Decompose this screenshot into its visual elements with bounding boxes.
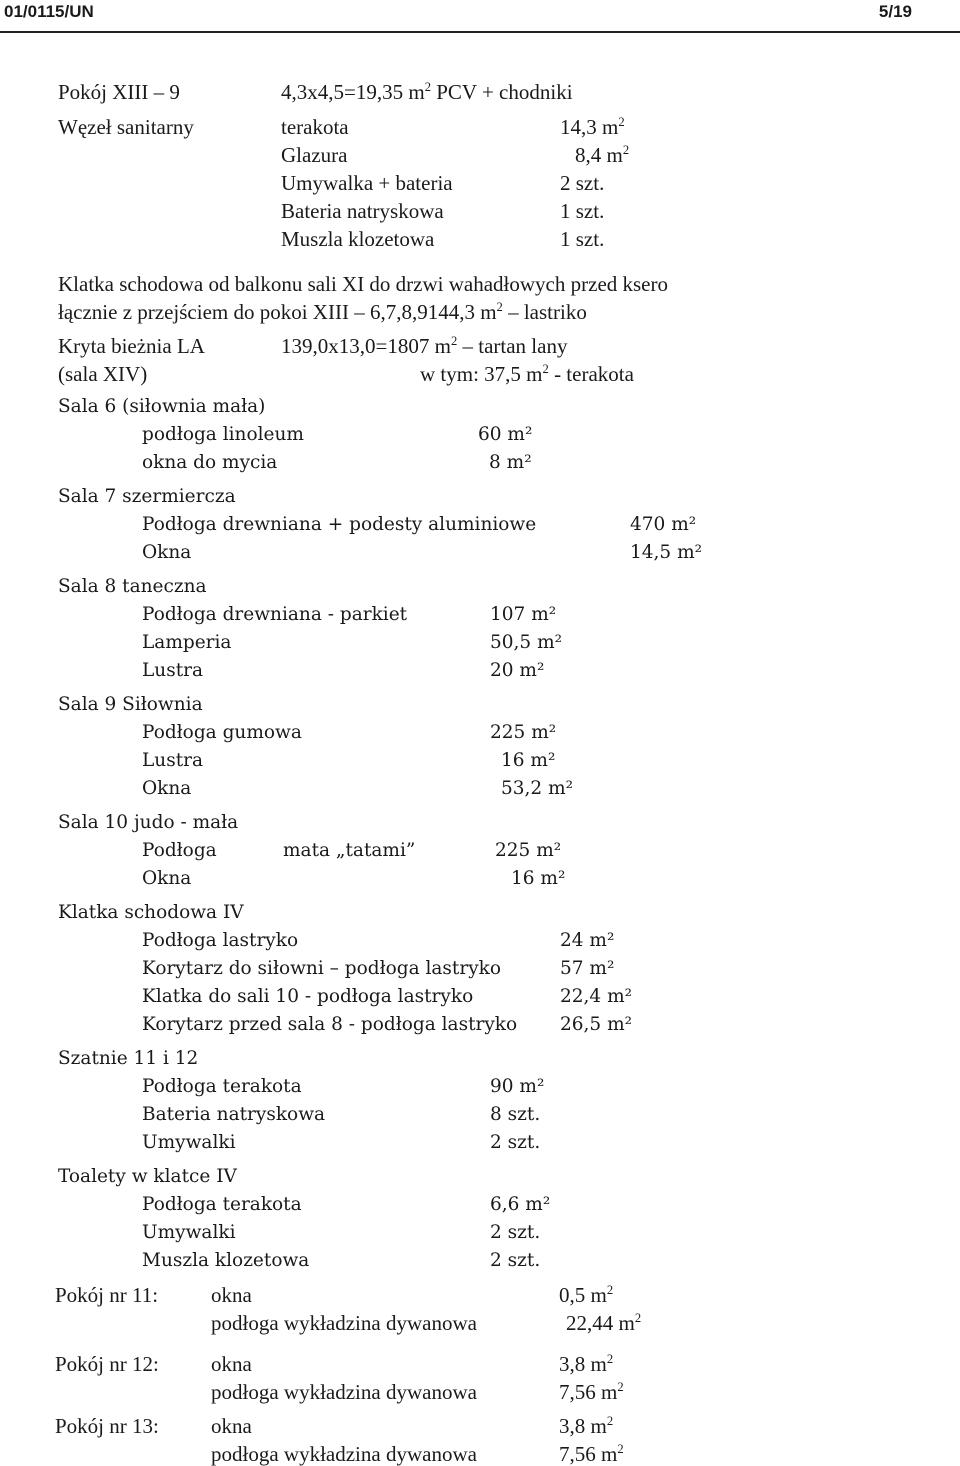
item-value: 3,8 $m^2$ xyxy=(559,1351,614,1376)
section-title-pokoj-11: Pokój nr 11: xyxy=(55,1283,159,1307)
item-value: 57 m² xyxy=(560,958,615,979)
item-label: Umywalka + bateria xyxy=(281,171,453,195)
item-value: 24 m² xyxy=(560,930,615,951)
item-label: podłoga wykładzina dywanowa xyxy=(211,1442,477,1466)
item-label: podłoga linoleum xyxy=(142,424,304,445)
pokoj-xiii-desc: 4,3x4,5=19,35 $m^2$ PCV + chodniki xyxy=(281,79,573,104)
item-value: 22,44 $m^2$ xyxy=(566,1310,642,1335)
item-value: 107 m² xyxy=(490,604,557,625)
item-label: Podłoga drewniana + podesty aluminiowe xyxy=(142,514,537,535)
section-title-kryta-biezna: Kryta bieżnia LA xyxy=(58,334,205,358)
section-title-szatnie: Szatnie 11 i 12 xyxy=(58,1048,199,1069)
item-label: Bateria natryskowa xyxy=(142,1104,326,1125)
item-label: okna xyxy=(211,1352,252,1376)
item-label: Korytarz do siłowni – podłoga lastryko xyxy=(142,958,502,979)
item-label: Podłoga gumowa xyxy=(142,722,302,743)
item-label: Lustra xyxy=(142,660,204,681)
klatka-balkon-line2: łącznie z przejściem do pokoi XIII – 6,7,8,9144,3 $m^2$ – lastriko xyxy=(58,299,587,324)
item-label: okna do mycia xyxy=(142,452,278,473)
item-label: Okna xyxy=(142,778,192,799)
item-value: 16 m² xyxy=(511,868,566,889)
item-value: 2 szt. xyxy=(490,1132,541,1153)
item-value: 7,56 $m^2$ xyxy=(559,1379,624,1404)
section-title-sala-9: Sala 9 Siłownia xyxy=(58,694,203,715)
item-value: 53,2 m² xyxy=(501,778,574,799)
item-value: 20 m² xyxy=(490,660,545,681)
item-value: 2 szt. xyxy=(490,1222,541,1243)
item-label: Bateria natryskowa xyxy=(281,199,444,223)
item-value: 14,3 $m^2$ xyxy=(560,114,625,139)
item-label: Podłoga terakota xyxy=(142,1194,302,1215)
item-value: 470 m² xyxy=(630,514,697,535)
item-value: 26,5 m² xyxy=(560,1014,633,1035)
item-label: terakota xyxy=(281,115,349,139)
page-number: 5/19 xyxy=(878,2,912,21)
item-value: 90 m² xyxy=(490,1076,545,1097)
section-title-pokoj-xiii: Pokój XIII – 9 xyxy=(58,80,180,104)
item-value: 22,4 m² xyxy=(560,986,633,1007)
item-label: okna xyxy=(211,1283,252,1307)
item-label: podłoga wykładzina dywanowa xyxy=(211,1380,477,1404)
section-subtitle-sala-xiv: (sala XIV) xyxy=(58,362,148,386)
item-value: 50,5 m² xyxy=(490,632,563,653)
item-value: 0,5 $m^2$ xyxy=(559,1282,614,1307)
item-value: 2 szt. xyxy=(490,1250,541,1271)
section-title-sala-10: Sala 10 judo - mała xyxy=(58,812,239,833)
item-label: Lamperia xyxy=(142,632,232,653)
section-title-klatka-iv: Klatka schodowa IV xyxy=(58,902,244,923)
item-label: Okna xyxy=(142,542,192,563)
section-title-pokoj-13: Pokój nr 13: xyxy=(55,1414,159,1438)
item-label: Podłoga drewniana - parkiet xyxy=(142,604,408,625)
item-label: podłoga wykładzina dywanowa xyxy=(211,1311,477,1335)
item-value: 225 m² xyxy=(495,840,562,861)
item-value: 16 m² xyxy=(501,750,556,771)
kryta-biezna-value: 139,0x13,0=1807 $m^2$ – tartan lany xyxy=(281,333,568,358)
item-value: 8,4 $m^2$ xyxy=(575,142,630,167)
section-title-sala-6: Sala 6 (siłownia mała) xyxy=(58,396,266,417)
section-title-wezel: Węzeł sanitarny xyxy=(58,115,194,139)
item-value: 8 m² xyxy=(489,452,532,473)
section-title-toalety: Toalety w klatce IV xyxy=(58,1166,237,1187)
klatka-balkon-line1: Klatka schodowa od balkonu sali XI do drzwi wahadłowych przed ksero xyxy=(58,272,668,296)
item-label: Lustra xyxy=(142,750,204,771)
section-title-sala-7: Sala 7 szermiercza xyxy=(58,486,236,507)
section-title-sala-8: Sala 8 taneczna xyxy=(58,576,207,597)
item-label: Podłoga terakota xyxy=(142,1076,302,1097)
item-value: 7,56 $m^2$ xyxy=(559,1441,624,1466)
item-label: Muszla klozetowa xyxy=(281,227,435,251)
item-label: Umywalki xyxy=(142,1132,236,1153)
item-value: 8 szt. xyxy=(490,1104,541,1125)
item-label: Podłoga lastryko xyxy=(142,930,299,951)
section-title-pokoj-12: Pokój nr 12: xyxy=(55,1352,159,1376)
item-label: Klatka do sali 10 - podłoga lastryko xyxy=(142,986,474,1007)
item-value: 1 szt. xyxy=(560,199,605,223)
header-divider xyxy=(0,31,960,33)
item-label: okna xyxy=(211,1414,252,1438)
item-value: 14,5 m² xyxy=(630,542,703,563)
item-label: Podłoga xyxy=(142,840,217,861)
item-value: 225 m² xyxy=(490,722,557,743)
item-value: 1 szt. xyxy=(560,227,605,251)
item-label: Glazura xyxy=(281,143,348,167)
document-id: 01/0115/UN xyxy=(4,2,94,21)
item-value: 6,6 m² xyxy=(490,1194,551,1215)
page-header xyxy=(0,0,960,32)
item-value: 60 m² xyxy=(478,424,533,445)
item-label: Umywalki xyxy=(142,1222,236,1243)
item-label: Korytarz przed sala 8 - podłoga lastryko xyxy=(142,1014,518,1035)
kryta-biezna-terakota: w tym: 37,5 $m^2$ - terakota xyxy=(420,361,634,386)
item-label: Muszla klozetowa xyxy=(142,1250,310,1271)
item-label: Okna xyxy=(142,868,192,889)
item-value: 3,8 $m^2$ xyxy=(559,1413,614,1438)
item-material: mata „tatami” xyxy=(283,840,416,861)
item-value: 2 szt. xyxy=(560,171,605,195)
